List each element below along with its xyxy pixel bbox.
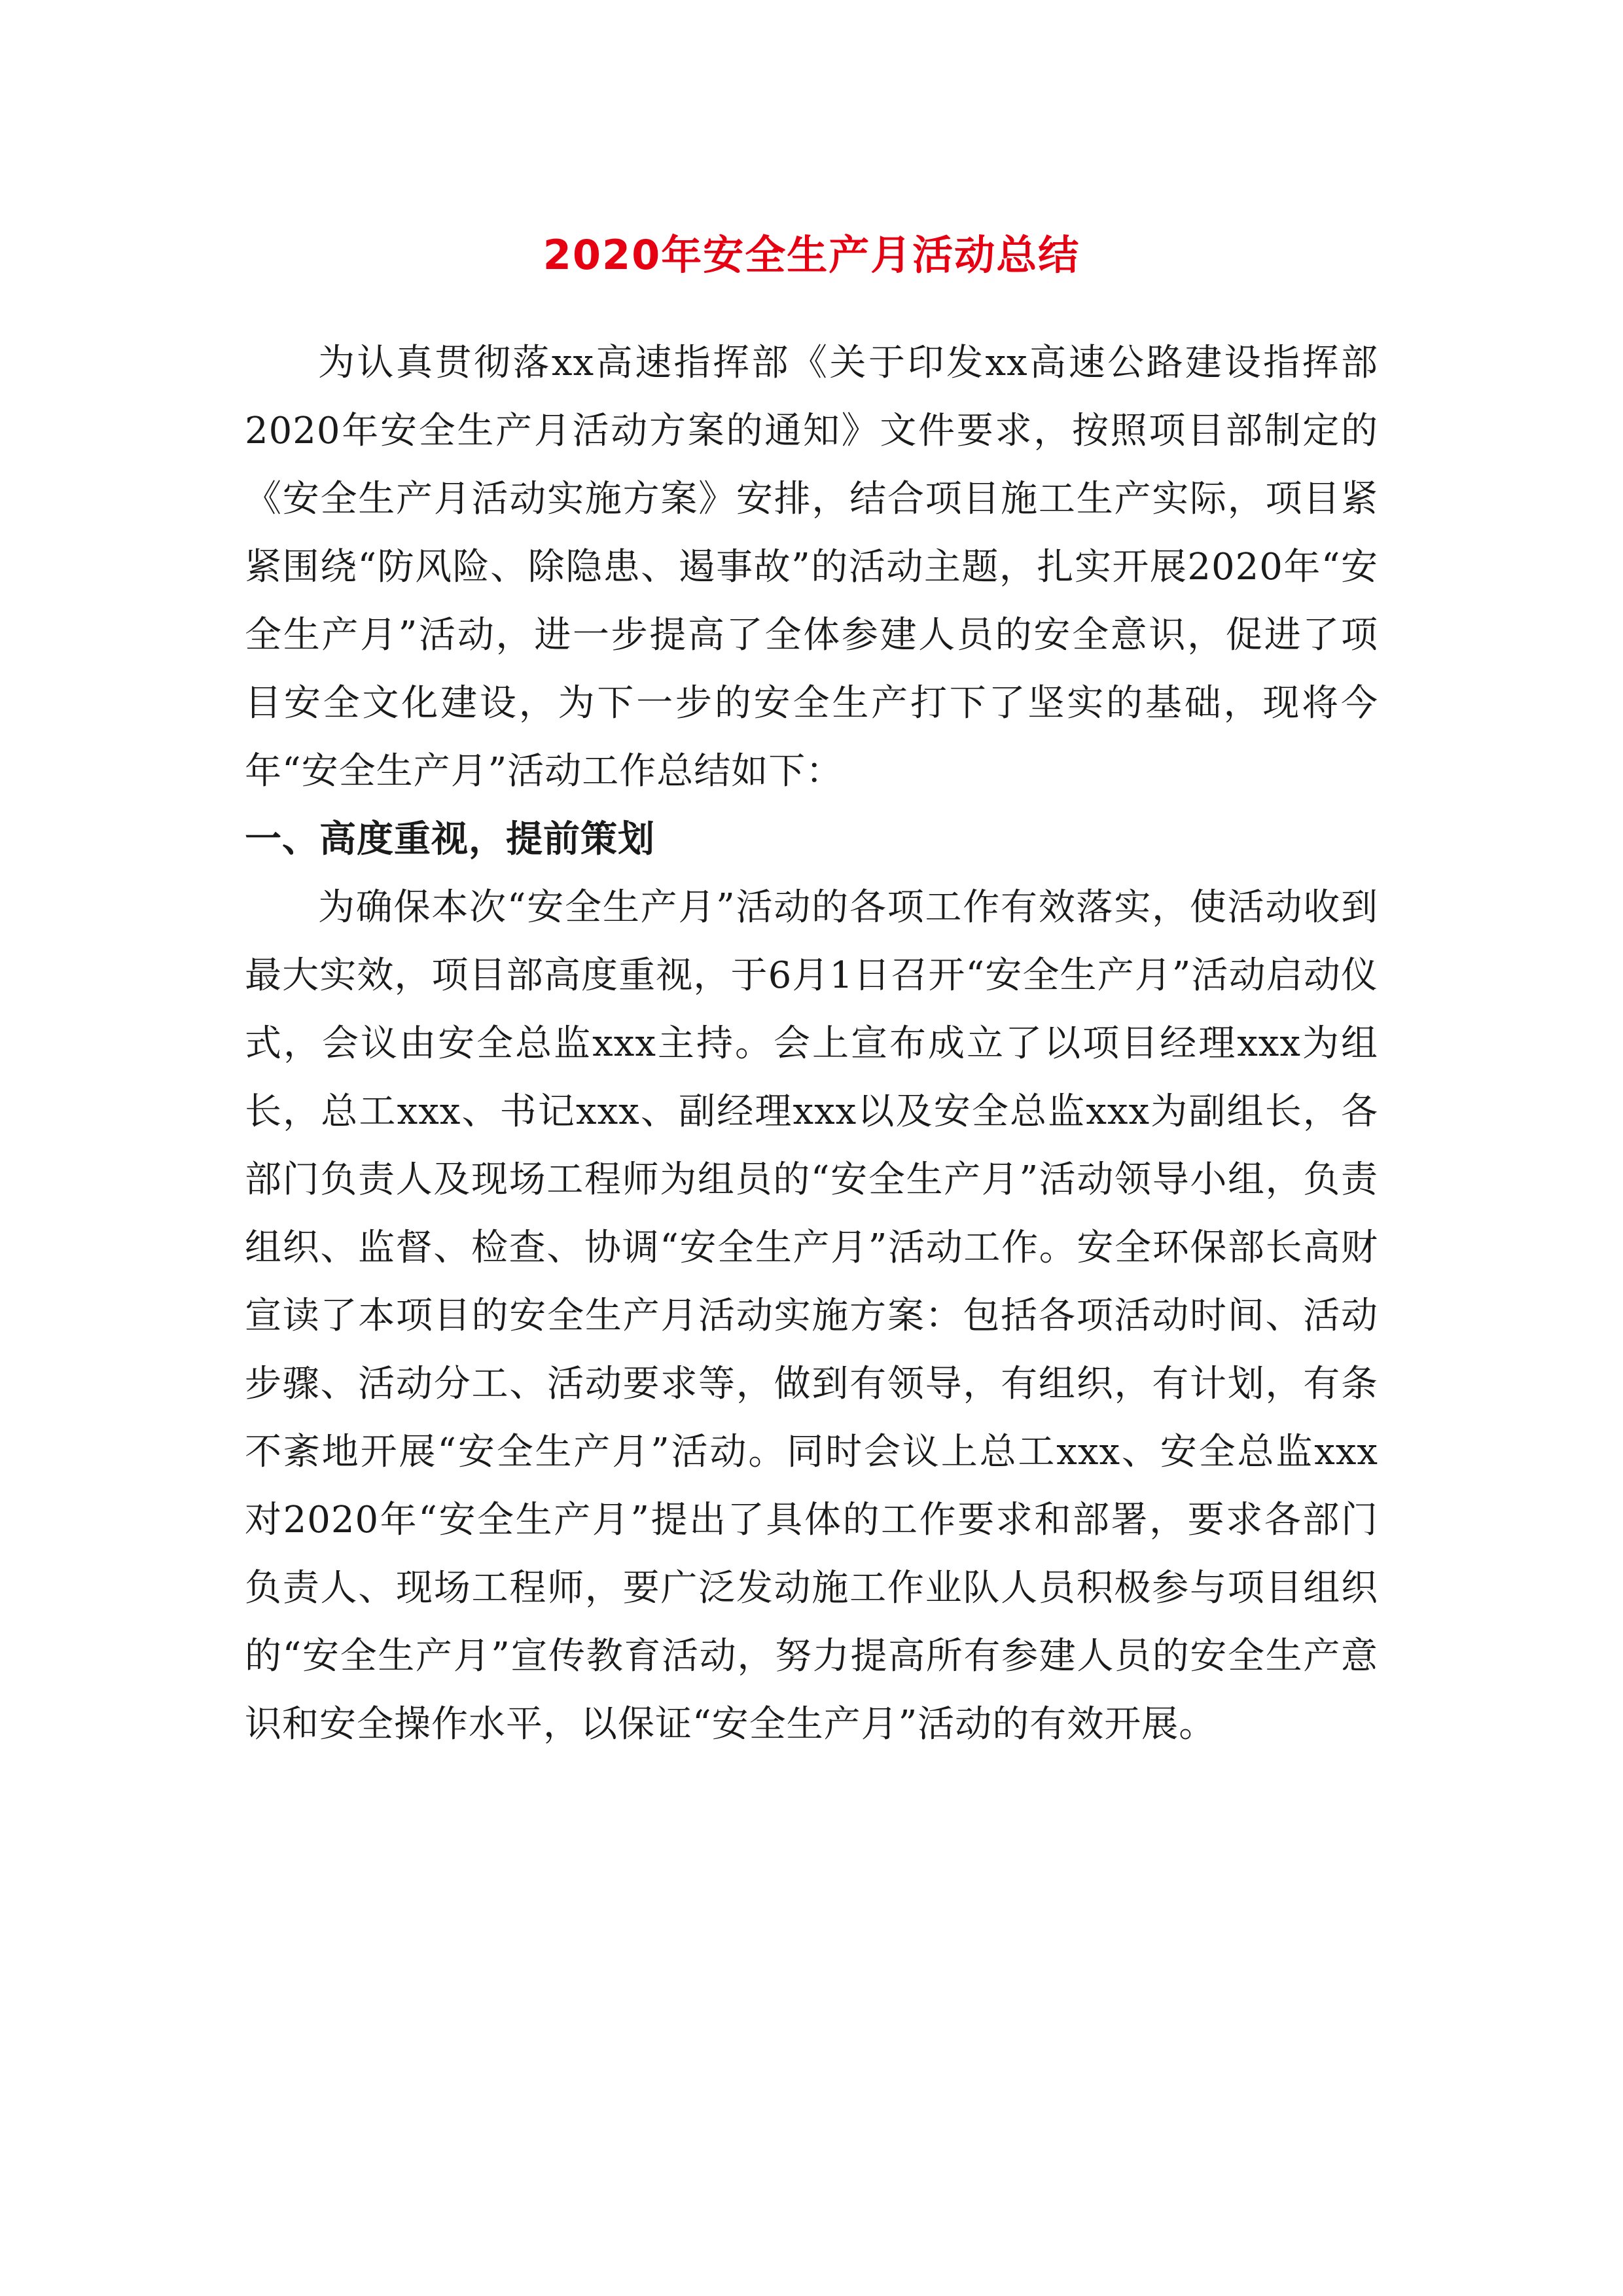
section-heading: 一、高度重视，提前策划 [245, 818, 655, 861]
section-paragraph: 为确保本次“安全生产月”活动的各项工作有效落实，使活动收到最大实效，项目部高度重视，于6月1日召开“安全生产月”活动启动仪式，会议由安全总监xxx主持。会上宣布成立了以项目经理xxx为组长，总工xxx、书记xxx、副经理xxx以及安全总监xxx为副组长，各部门负责人及现场工程师为组员的“安全生产月”活动领导小组，负责组织、监督、检查、协调“安全生产月”活动工作。安全环保部长高财宣读了本项目的安全生产月活动实施方案：包括各项活动时间、活动步骤、活动分工、活动要求等，做到有领导，有组织，有计划，有条不紊地开展“安全生产月”活动。同时会议上总工xxx、安全总监xxx对2020年“安全生产月”提出了具体的工作要求和部署，要求各部门负责人、现场工程师，要广泛发动施工作业队人员积极参与项目组织的“安全生产月”宣传教育活动，努力提高所有参建人员的安全生产意识和安全操作水平，以保证“安全生产月”活动的有效开展。 [245, 886, 1378, 1746]
document-title: 2020年安全生产月活动总结 [543, 231, 1080, 279]
document-body [245, 329, 1378, 1759]
intro-paragraph: 为认真贯彻落xx高速指挥部《关于印发xx高速公路建设指挥部2020年安全生产月活动方案的通知》文件要求，按照项目部制定的《安全生产月活动实施方案》安排，结合项目施工生产实际，项目紧紧围绕“防风险、除隐患、遏事故”的活动主题，扎实开展2020年“安全生产月”活动，进一步提高了全体参建人员的安全意识，促进了项目安全文化建设，为下一步的安全生产打下了坚实的基础，现将今年“安全生产月”活动工作总结如下： [245, 342, 1378, 793]
